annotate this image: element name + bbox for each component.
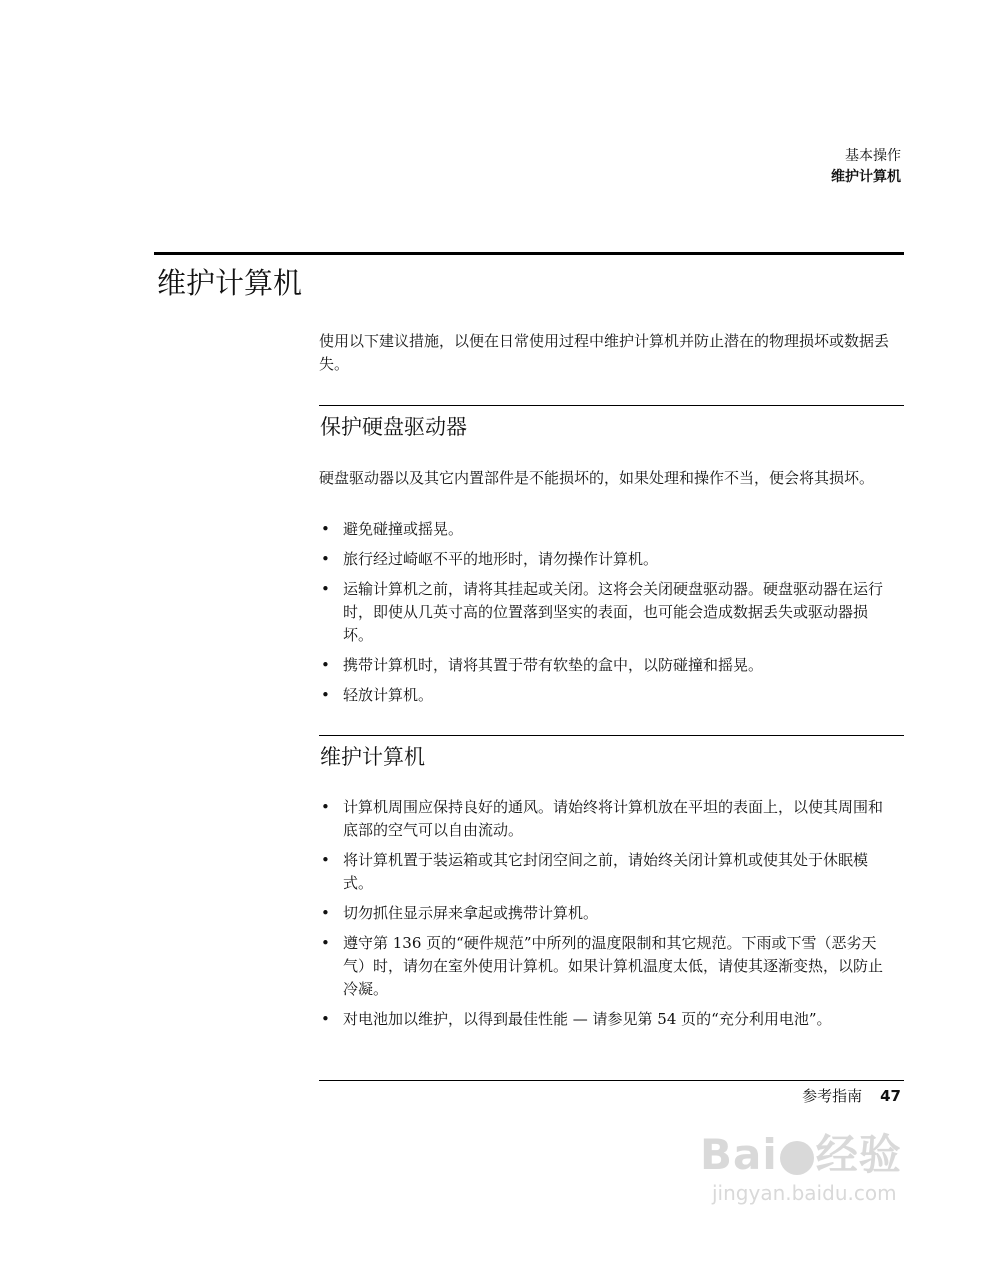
list-item <box>319 548 894 571</box>
list-item-text: 避免碰撞或摇晃。 <box>343 520 464 538</box>
bullet-icon: • <box>321 656 330 674</box>
page-number: 47 <box>880 1087 901 1105</box>
list-item <box>319 654 894 677</box>
bullet-list <box>319 518 894 714</box>
running-head-chapter: 基本操作 <box>845 148 901 164</box>
chapter-title: 维护计算机 <box>157 266 303 300</box>
list-item-text: 遵守第 136 页的“硬件规范”中所列的温度限制和其它规范。下雨或下雪（恶劣天气）时，请勿在室外使用计算机。如果计算机温度太低，请使其逐渐变热，以防止冷凝。 <box>343 934 884 998</box>
section-paragraph: 硬盘驱动器以及其它内置部件是不能损坏的，如果处理和操作不当，便会将其损坏。 <box>319 469 875 487</box>
bullet-icon: • <box>321 851 330 869</box>
list-item-text: 计算机周围应保持良好的通风。请始终将计算机放在平坦的表面上，以使其周围和底部的空气可以自由流动。 <box>343 798 884 839</box>
paw-icon <box>780 1141 814 1175</box>
running-head-section: 维护计算机 <box>831 169 901 185</box>
list-item <box>319 849 894 895</box>
section-title: 保护硬盘驱动器 <box>320 415 467 439</box>
bullet-icon: • <box>321 1010 330 1028</box>
top-rule <box>154 252 904 255</box>
running-head <box>831 146 901 188</box>
page-footer <box>802 1086 901 1106</box>
list-item-text: 切勿抓住显示屏来拿起或携带计算机。 <box>343 904 599 922</box>
section-rule <box>319 405 904 406</box>
watermark <box>700 1130 950 1240</box>
bullet-icon: • <box>321 904 330 922</box>
bullet-list <box>319 796 894 1038</box>
bullet-icon: • <box>321 550 330 568</box>
list-item-text: 对电池加以维护，以得到最佳性能 — 请参见第 54 页的“充分利用电池”。 <box>343 1010 832 1028</box>
footer-label: 参考指南 <box>802 1087 863 1105</box>
watermark-logo <box>700 1130 950 1180</box>
intro-paragraph: 使用以下建议措施，以便在日常使用过程中维护计算机并防止潜在的物理损坏或数据丢失。 <box>319 332 890 373</box>
bullet-icon: • <box>321 798 330 816</box>
watermark-url: jingyan.baidu.com <box>712 1181 897 1205</box>
watermark-logo-right: 经验 <box>815 1130 902 1179</box>
list-item <box>319 1008 894 1031</box>
bullet-icon: • <box>321 520 330 538</box>
list-item-text: 旅行经过崎岖不平的地形时，请勿操作计算机。 <box>343 550 659 568</box>
section-rule <box>319 735 904 736</box>
list-item-text: 将计算机置于装运箱或其它封闭空间之前，请始终关闭计算机或使其处于休眠模式。 <box>343 851 869 892</box>
list-item <box>319 684 894 707</box>
bullet-icon: • <box>321 686 330 704</box>
footer-rule <box>319 1080 904 1081</box>
list-item <box>319 902 894 925</box>
section-title: 维护计算机 <box>320 745 425 769</box>
list-item <box>319 932 894 1001</box>
list-item-text: 运输计算机之前，请将其挂起或关闭。这将会关闭硬盘驱动器。硬盘驱动器在运行时，即使从几英寸高的位置落到坚实的表面，也可能会造成数据丢失或驱动器损坏。 <box>343 580 884 644</box>
list-item <box>319 796 894 842</box>
bullet-icon: • <box>321 934 330 952</box>
list-item-text: 轻放计算机。 <box>343 686 434 704</box>
bullet-icon: • <box>321 580 330 598</box>
list-item <box>319 518 894 541</box>
list-item <box>319 578 894 647</box>
list-item-text: 携带计算机时，请将其置于带有软垫的盒中，以防碰撞和摇晃。 <box>343 656 764 674</box>
watermark-logo-left: Bai <box>700 1130 778 1179</box>
